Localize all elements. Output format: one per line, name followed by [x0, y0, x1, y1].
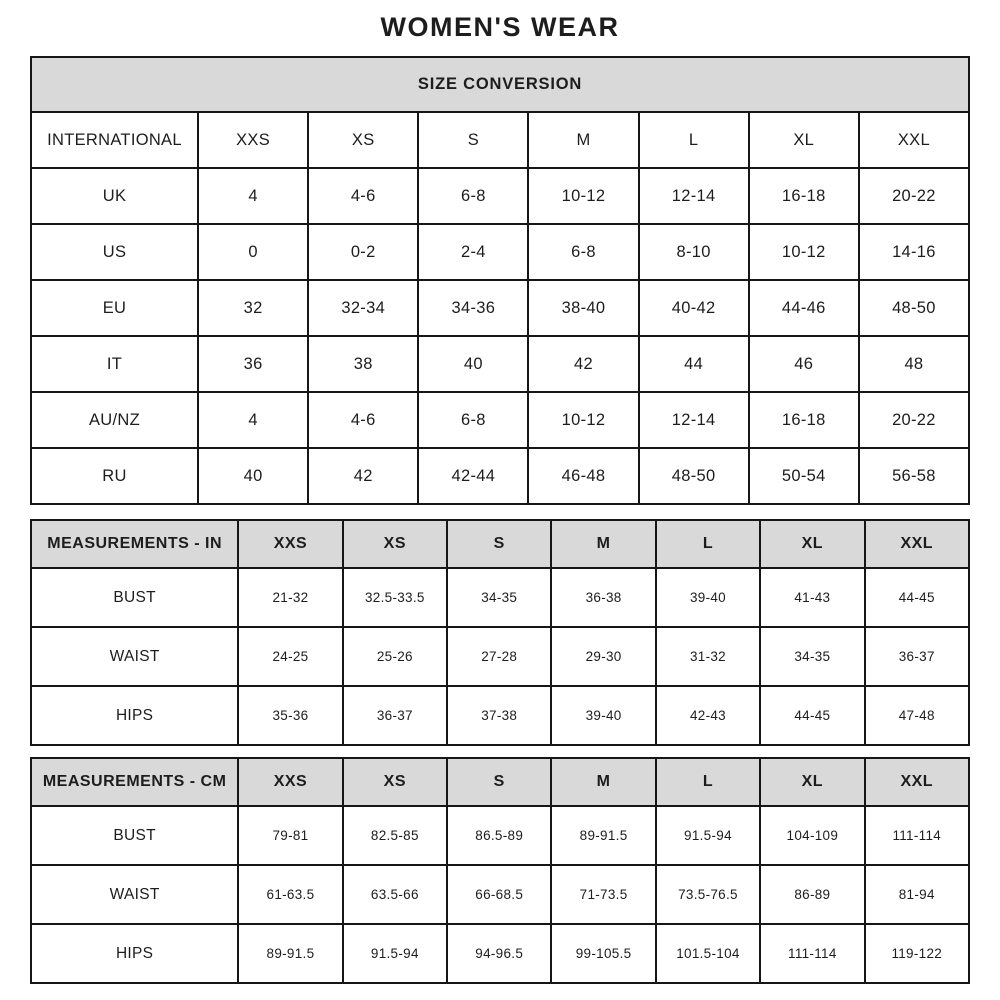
cell-bust-xs: 82.5-85 [343, 806, 447, 865]
cell-bust-s: 86.5-89 [447, 806, 551, 865]
size-column-xxs: XXS [238, 758, 342, 806]
table-row-hips [31, 924, 969, 983]
measurements-in-title: MEASUREMENTS - IN [31, 520, 238, 568]
cell-hips-xxs: 35-36 [238, 686, 342, 745]
size-column-xl: XL [760, 520, 864, 568]
cell-eu-xxs: 32 [198, 280, 308, 336]
cell-ru-xxs: 40 [198, 448, 308, 504]
measurements-cm-table [30, 757, 970, 984]
cell-hips-xl: 44-45 [760, 686, 864, 745]
size-column-xl: XL [760, 758, 864, 806]
table-row-eu [31, 280, 969, 336]
row-label-hips: HIPS [31, 924, 238, 983]
row-label-bust: BUST [31, 806, 238, 865]
cell-waist-l: 31-32 [656, 627, 760, 686]
cell-waist-xs: 25-26 [343, 627, 447, 686]
cell-ru-xxl: 56-58 [859, 448, 969, 504]
size-conversion-title: SIZE CONVERSION [31, 57, 969, 112]
cell-hips-s: 94-96.5 [447, 924, 551, 983]
size-column-xl: XL [749, 112, 859, 168]
size-column-m: M [528, 112, 638, 168]
row-label-eu: EU [31, 280, 198, 336]
cell-bust-xl: 104-109 [760, 806, 864, 865]
size-column-xxl: XXL [865, 758, 969, 806]
size-column-xxs: XXS [198, 112, 308, 168]
size-column-s: S [447, 520, 551, 568]
cell-it-xxs: 36 [198, 336, 308, 392]
row-label-bust: BUST [31, 568, 238, 627]
cell-waist-xl: 86-89 [760, 865, 864, 924]
cell-au-nz-s: 6-8 [418, 392, 528, 448]
cell-hips-s: 37-38 [447, 686, 551, 745]
cell-eu-l: 40-42 [639, 280, 749, 336]
cell-it-xs: 38 [308, 336, 418, 392]
size-column-m: M [551, 758, 655, 806]
row-label-us: US [31, 224, 198, 280]
cell-waist-s: 66-68.5 [447, 865, 551, 924]
cell-hips-xl: 111-114 [760, 924, 864, 983]
cell-eu-xxl: 48-50 [859, 280, 969, 336]
size-column-m: M [551, 520, 655, 568]
size-column-l: L [656, 758, 760, 806]
cell-it-m: 42 [528, 336, 638, 392]
size-conversion-table [30, 56, 970, 505]
size-column-xxl: XXL [865, 520, 969, 568]
cell-us-xxs: 0 [198, 224, 308, 280]
cell-hips-xs: 36-37 [343, 686, 447, 745]
cell-eu-xl: 44-46 [749, 280, 859, 336]
size-column-xxl: XXL [859, 112, 969, 168]
cell-waist-xs: 63.5-66 [343, 865, 447, 924]
size-column-xs: XS [308, 112, 418, 168]
cell-bust-xl: 41-43 [760, 568, 864, 627]
cell-bust-m: 36-38 [551, 568, 655, 627]
table-row-waist [31, 865, 969, 924]
cell-bust-xxs: 79-81 [238, 806, 342, 865]
cell-us-l: 8-10 [639, 224, 749, 280]
cell-hips-m: 99-105.5 [551, 924, 655, 983]
cell-waist-s: 27-28 [447, 627, 551, 686]
cell-uk-m: 10-12 [528, 168, 638, 224]
row-label-it: IT [31, 336, 198, 392]
measurements-in-header-row [31, 520, 969, 568]
size-column-s: S [418, 112, 528, 168]
row-label-ru: RU [31, 448, 198, 504]
row-header-label: INTERNATIONAL [31, 112, 198, 168]
cell-hips-xs: 91.5-94 [343, 924, 447, 983]
spacer [30, 505, 970, 519]
cell-hips-l: 101.5-104 [656, 924, 760, 983]
table-row-hips [31, 686, 969, 745]
cell-hips-xxs: 89-91.5 [238, 924, 342, 983]
cell-uk-xxs: 4 [198, 168, 308, 224]
size-conversion-banner-row [31, 57, 969, 112]
cell-waist-xxs: 61-63.5 [238, 865, 342, 924]
size-column-xxs: XXS [238, 520, 342, 568]
cell-us-xl: 10-12 [749, 224, 859, 280]
cell-au-nz-xxl: 20-22 [859, 392, 969, 448]
cell-eu-xs: 32-34 [308, 280, 418, 336]
cell-waist-xxl: 81-94 [865, 865, 969, 924]
cell-ru-l: 48-50 [639, 448, 749, 504]
cell-au-nz-xl: 16-18 [749, 392, 859, 448]
table-row-us [31, 224, 969, 280]
cell-us-s: 2-4 [418, 224, 528, 280]
cell-ru-xl: 50-54 [749, 448, 859, 504]
row-label-waist: WAIST [31, 627, 238, 686]
cell-bust-xxl: 111-114 [865, 806, 969, 865]
cell-uk-l: 12-14 [639, 168, 749, 224]
size-column-xs: XS [343, 758, 447, 806]
size-column-l: L [639, 112, 749, 168]
cell-hips-m: 39-40 [551, 686, 655, 745]
cell-waist-l: 73.5-76.5 [656, 865, 760, 924]
cell-bust-l: 39-40 [656, 568, 760, 627]
cell-au-nz-l: 12-14 [639, 392, 749, 448]
table-row-ru [31, 448, 969, 504]
cell-ru-m: 46-48 [528, 448, 638, 504]
cell-bust-xxl: 44-45 [865, 568, 969, 627]
row-label-waist: WAIST [31, 865, 238, 924]
cell-it-l: 44 [639, 336, 749, 392]
cell-us-xxl: 14-16 [859, 224, 969, 280]
cell-au-nz-xxs: 4 [198, 392, 308, 448]
cell-it-xxl: 48 [859, 336, 969, 392]
cell-au-nz-xs: 4-6 [308, 392, 418, 448]
cell-hips-l: 42-43 [656, 686, 760, 745]
cell-au-nz-m: 10-12 [528, 392, 638, 448]
cell-ru-s: 42-44 [418, 448, 528, 504]
cell-waist-xl: 34-35 [760, 627, 864, 686]
cell-eu-m: 38-40 [528, 280, 638, 336]
cell-bust-m: 89-91.5 [551, 806, 655, 865]
table-row-bust [31, 568, 969, 627]
cell-uk-xxl: 20-22 [859, 168, 969, 224]
cell-bust-l: 91.5-94 [656, 806, 760, 865]
table-row-waist [31, 627, 969, 686]
cell-waist-xxs: 24-25 [238, 627, 342, 686]
cell-waist-m: 71-73.5 [551, 865, 655, 924]
cell-hips-xxl: 47-48 [865, 686, 969, 745]
size-column-s: S [447, 758, 551, 806]
cell-waist-m: 29-30 [551, 627, 655, 686]
measurements-cm-header-row [31, 758, 969, 806]
column-header-row [31, 112, 969, 168]
cell-bust-xs: 32.5-33.5 [343, 568, 447, 627]
cell-uk-s: 6-8 [418, 168, 528, 224]
cell-us-xs: 0-2 [308, 224, 418, 280]
row-label-au-nz: AU/NZ [31, 392, 198, 448]
table-row-uk [31, 168, 969, 224]
cell-ru-xs: 42 [308, 448, 418, 504]
cell-it-s: 40 [418, 336, 528, 392]
cell-bust-s: 34-35 [447, 568, 551, 627]
size-column-xs: XS [343, 520, 447, 568]
table-row-au-nz [31, 392, 969, 448]
measurements-cm-title: MEASUREMENTS - CM [31, 758, 238, 806]
spacer [30, 746, 970, 757]
cell-uk-xl: 16-18 [749, 168, 859, 224]
table-row-it [31, 336, 969, 392]
cell-waist-xxl: 36-37 [865, 627, 969, 686]
cell-eu-s: 34-36 [418, 280, 528, 336]
table-row-bust [31, 806, 969, 865]
cell-it-xl: 46 [749, 336, 859, 392]
row-label-uk: UK [31, 168, 198, 224]
cell-uk-xs: 4-6 [308, 168, 418, 224]
cell-us-m: 6-8 [528, 224, 638, 280]
page-title: WOMEN'S WEAR [380, 12, 620, 42]
cell-hips-xxl: 119-122 [865, 924, 969, 983]
size-column-l: L [656, 520, 760, 568]
row-label-hips: HIPS [31, 686, 238, 745]
cell-bust-xxs: 21-32 [238, 568, 342, 627]
measurements-in-table [30, 519, 970, 746]
